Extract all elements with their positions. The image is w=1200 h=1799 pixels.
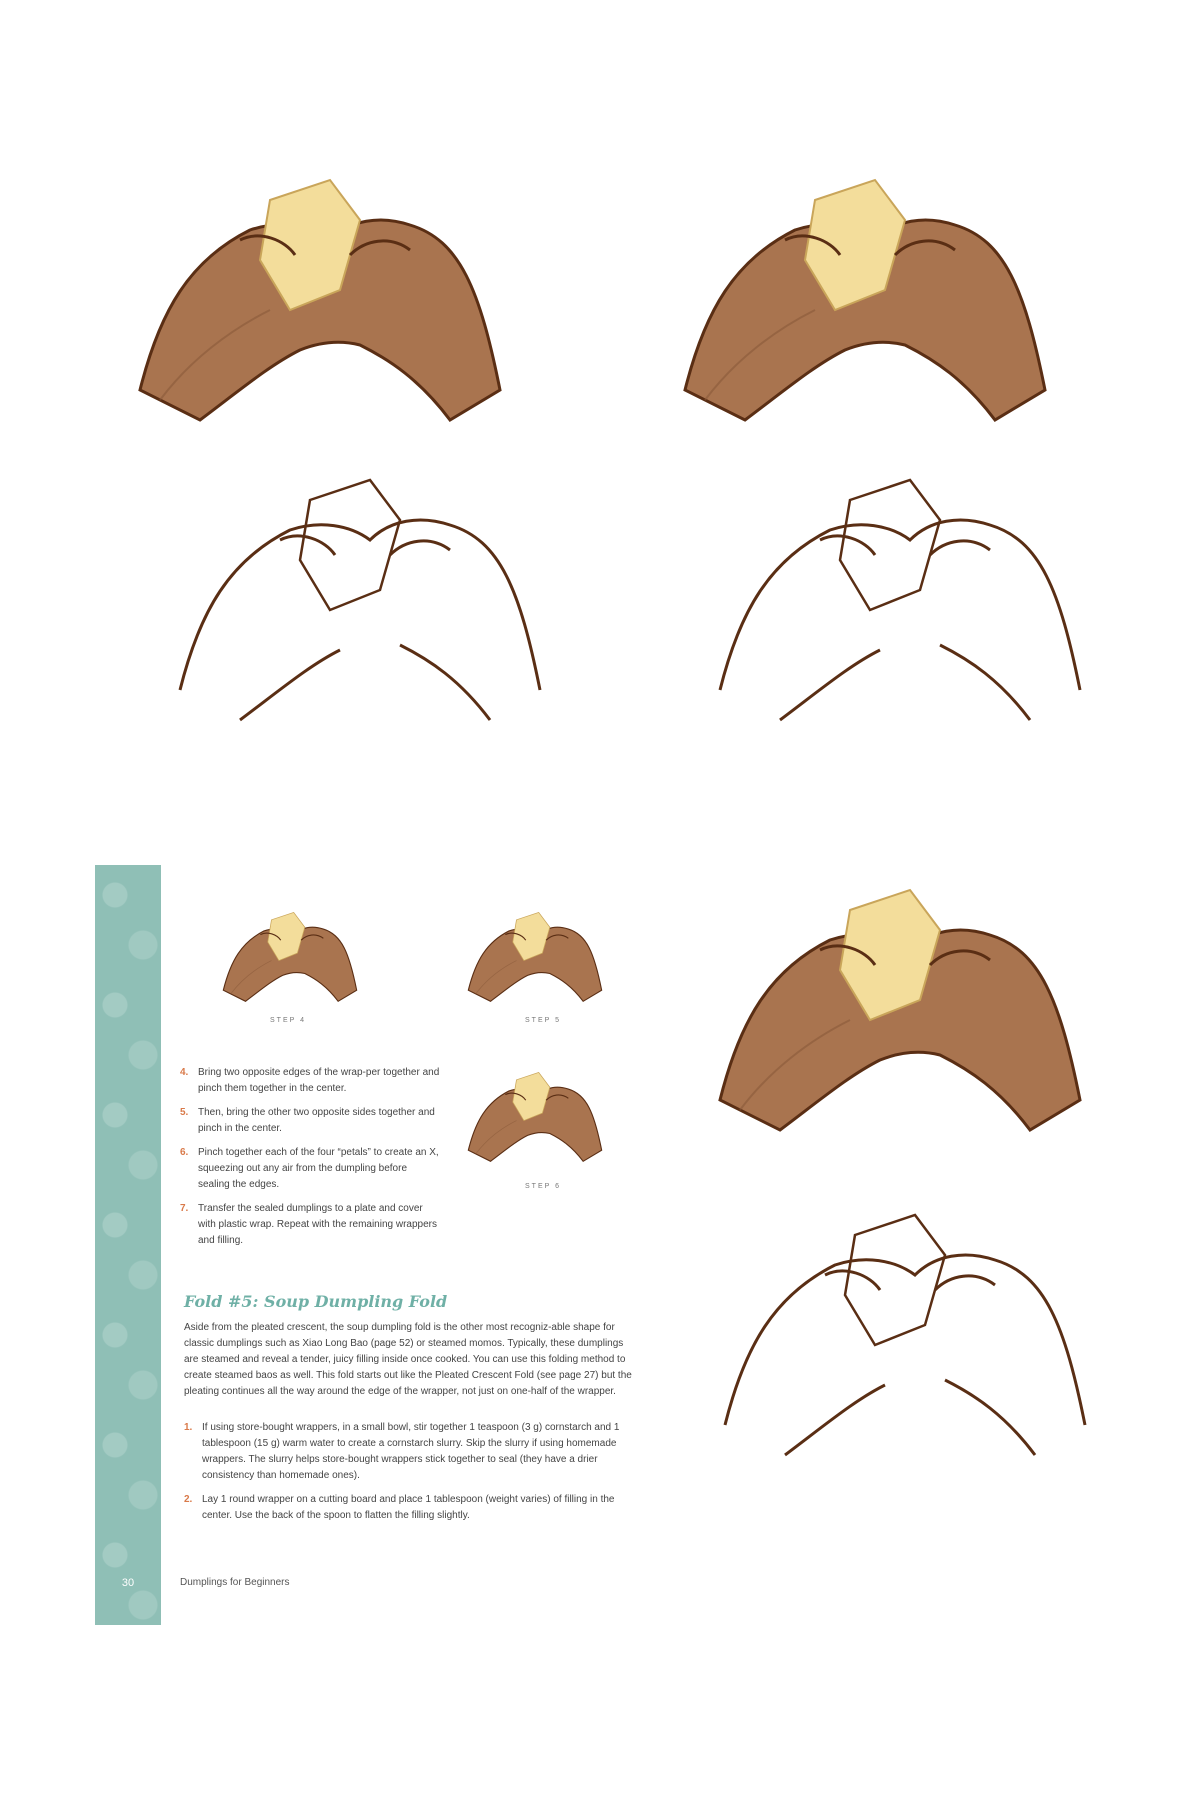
intro-paragraph: Aside from the pleated crescent, the soup dumpling fold is the other most recogniz-able shape for classic dumplings such as Xiao Long Bao (page 52) or steamed momos. Typically, these dumplings are steamed and reveal a tender, juicy filling inside once cooked. You can use this folding method to create steamed baos as well. This fold starts out like the Pleated Crescent Fold (see page 27) but the pleating continues all the way around the edge of the wrapper, not just on one-half of the wrapper. [184,1322,632,1397]
illustration-step4-color [120,160,520,430]
illustration-step5-outline [700,460,1100,730]
illustration-step6-outline [705,1195,1105,1465]
step-item: 7. Transfer the sealed dumplings to a plate and cover with plastic wrap. Repeat with the remaining wrappers and filling. [180,1203,437,1246]
illustration-step6-color [700,870,1100,1140]
illustration-step4-outline [160,460,560,730]
book-title-footer: Dumplings for Beginners [180,1577,290,1588]
step-item: 4. Bring two opposite edges of the wrap-per together and pinch them together in the center. [180,1067,440,1094]
step-label-5: STEP 5 [525,1017,561,1024]
decorative-side-strip [95,865,161,1625]
step-label-4: STEP 4 [270,1017,306,1024]
step-item: 6. Pinch together each of the four “petals” to create an X, squeezing out any air from the dumpling before sealing the edges. [180,1147,439,1190]
thumb-step6 [435,1065,635,1165]
illustration-step5-color [665,160,1065,430]
step-label-6: STEP 6 [525,1183,561,1190]
fold-title: Fold #5: Soup Dumpling Fold [184,1292,448,1311]
thumb-step4 [190,905,390,1005]
steps-list [180,1065,440,1257]
book-page [95,865,675,1625]
thumb-step5 [435,905,635,1005]
page-number: 30 [121,1577,135,1589]
soup-step-item: 1. If using store-bought wrappers, in a small bowl, stir together 1 teaspoon (3 g) cornstarch and 1 tablespoon (15 g) warm water to create a cornstarch slurry. Skip the slurry if using homemade wrappers. The slurry helps store-bought wrappers stick together to seal (they have a drier consistency than homemade ones). [184,1422,620,1481]
step-item: 5. Then, bring the other two opposite sides together and pinch in the center. [180,1107,435,1134]
soup-step-item: 2. Lay 1 round wrapper on a cutting board and place 1 tablespoon (weight varies) of filling in the center. Use the back of the spoon to flatten the filling slightly. [184,1494,615,1521]
soup-steps-list [184,1420,634,1532]
